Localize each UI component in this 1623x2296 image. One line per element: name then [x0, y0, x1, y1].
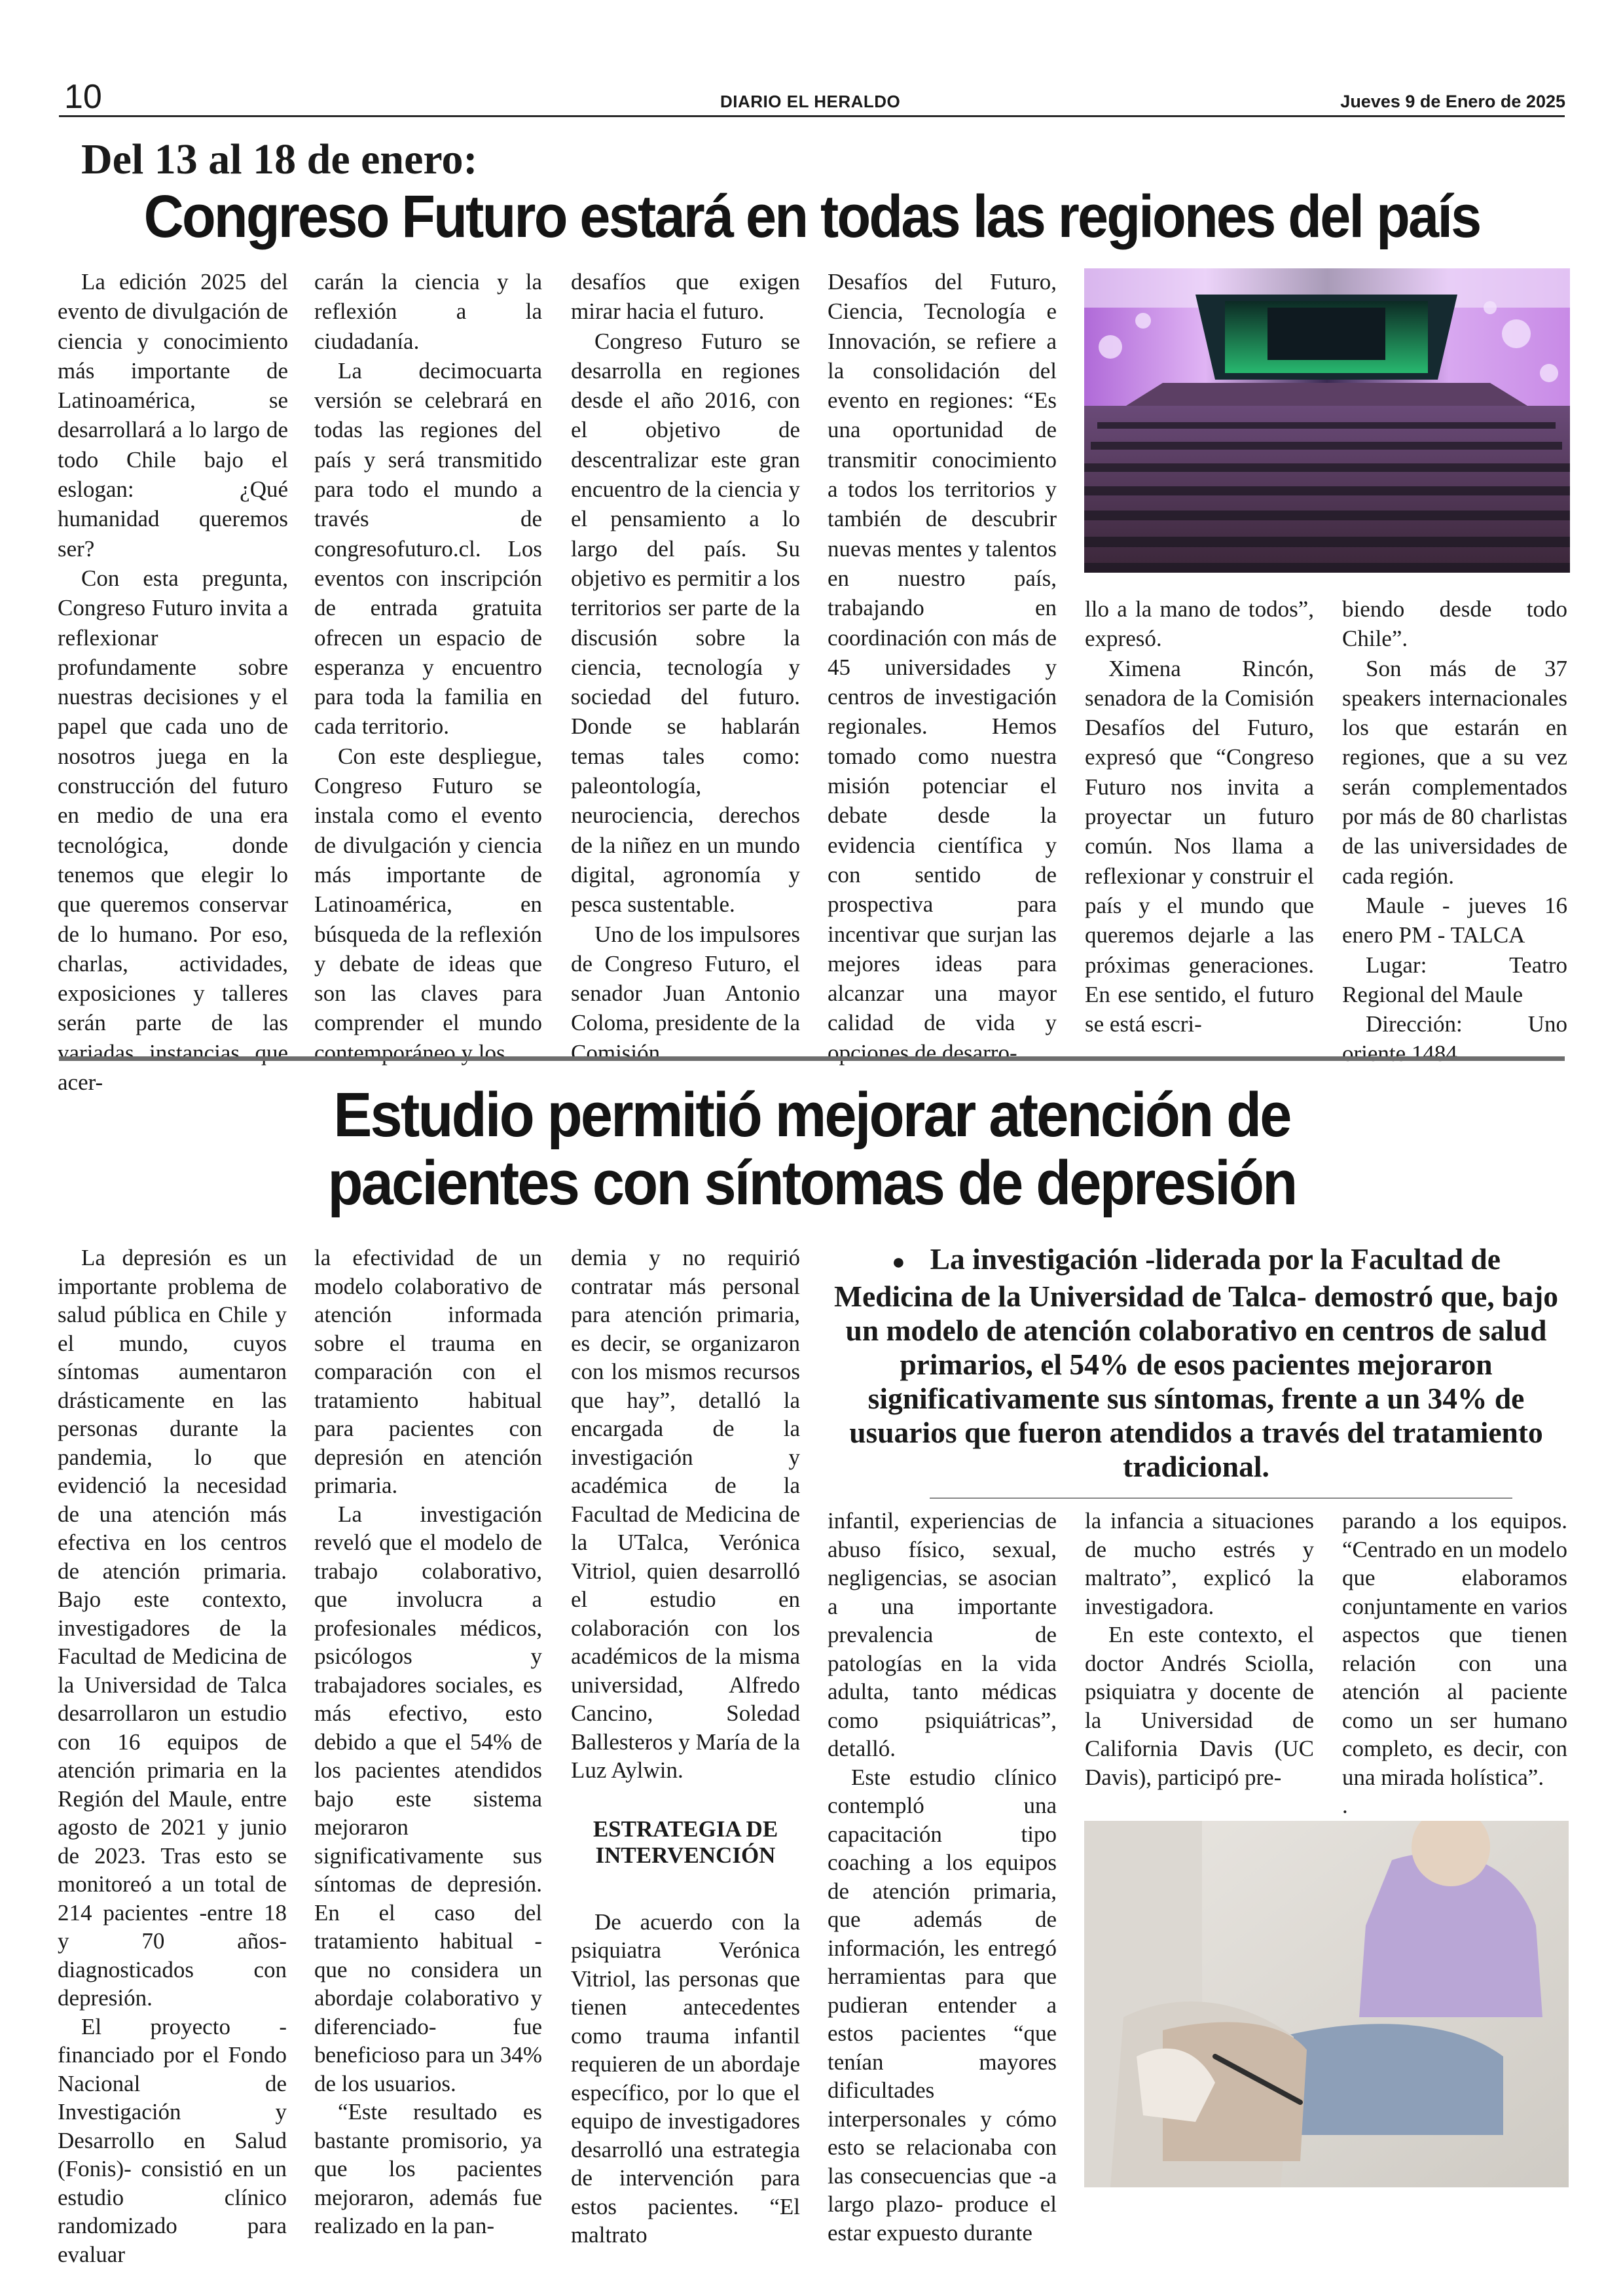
paragraph: Son más de 37 speakers internacionales los que estarán en regiones, que a su vez serán complementados por más de 80 charlistas de las universidades de cada región. [1342, 655, 1567, 889]
paragraph: carán la ciencia y la reflexión a la ciudadanía. [314, 269, 542, 354]
paragraph: La decimocuarta versión se celebrará en todas las regiones del país y será transmitido para todo el mundo a través de congresofuturo.cl. Los eventos con inscripción de entrada gratuita ofrecen un espacio de esperanza y encuentro para toda la familia en cada territorio. [314, 357, 542, 740]
article2-column-6 [1342, 1507, 1567, 1820]
article2-column-1 [58, 1244, 287, 2269]
article2-column-3 [571, 1244, 800, 2250]
article1-column-5 [1085, 594, 1314, 1039]
paragraph: la efectividad de un modelo colaborativo de atención informada sobre el trauma en comparación con el tratamiento habitual para pacientes con depresión en atención primaria. [314, 1245, 542, 1498]
article1-column-2 [314, 267, 542, 1067]
paragraph: Con este despliegue, Congreso Futuro se instala como el evento de divulgación y ciencia más importante de Latinoamérica, en búsqueda de la reflexión y debate de ideas que son las claves para comprender el mundo contemporáneo y los [314, 743, 542, 1066]
auditorium-image [1084, 268, 1570, 573]
section-subheading: ESTRATEGIA DE INTERVENCIÓN [593, 1816, 778, 1868]
paragraph: la infancia a situaciones de mucho estrés y maltrato”, explicó la investigadora. [1085, 1508, 1314, 1619]
paragraph: parando a los equipos. “Centrado en un modelo que elaboramos conjuntamente en varios aspectos que tienen relación con una atención al paciente como un ser humano completo, es decir, con una mirada holística”. [1342, 1508, 1567, 1790]
article1-kicker: Del 13 al 18 de enero: [81, 135, 478, 183]
therapy-session-photo [1084, 1821, 1569, 2187]
paragraph: La investigación reveló que el modelo de trabajo colaborativo, que involucra a profesionales médicos, psicólogos y trabajadores sociales, es más efectivo, esto debido a que el 54% de los pacientes atendidos bajo este sistema mejoraron significativamente sus síntomas de depresión. En el caso del tratamiento habitual -que no considera un abordaje colaborativo y diferenciado- fue beneficioso para un 34% de los usuarios. [314, 1501, 542, 2096]
article1-column-4 [828, 267, 1057, 1067]
headline-line-2: pacientes con síntomas de depresión [327, 1148, 1296, 1218]
paragraph: . [1342, 1793, 1348, 1818]
publication-date: Jueves 9 de Enero de 2025 [1340, 92, 1565, 111]
article1-headline: Congreso Futuro estará en todas las regiones del país [143, 183, 1480, 250]
highlight-divider [930, 1498, 1512, 1499]
therapy-image [1084, 1821, 1569, 2187]
paragraph: llo a la mano de todos”, expresó. [1085, 596, 1314, 652]
article2-column-4 [828, 1507, 1057, 2247]
article2-column-2 [314, 1244, 542, 2240]
page-number: 10 [64, 78, 102, 116]
headline-line-1: Estudio permitió mejorar atención de [333, 1080, 1290, 1150]
paragraph: demia y no requirió contratar más personal para atención primaria, es decir, se organizaron con los mismos recursos que hay”, detalló la encargada de la investigación y académica de la Facultad de Medicina de la UTalca, Verónica Vitriol, quien desarrolló el estudio en colaboración con los académicos de la misma universidad, Alfredo Cancino, Soledad Ballesteros y María de la Luz Aylwin. [571, 1245, 800, 1783]
paragraph: De acuerdo con la psiquiatra Verónica Vitriol, las personas que tienen antecedentes como trauma infantil requieren de un abordaje específico, por lo que el equipo de investigadores desarrolló una estrategia de intervención para estos pacientes. “El maltrato [571, 1909, 800, 2248]
paragraph: En este contexto, el doctor Andrés Sciolla, psiquiatra y docente de la Universidad de California Davis (UC Davis), participó pre- [1085, 1622, 1314, 1790]
bullet-icon: ● [892, 1249, 905, 1274]
event-address: Dirección: Uno oriente 1484 [1342, 1011, 1567, 1067]
paragraph: El proyecto - financiado por el Fondo Nacional de Investigación y Desarrollo en Salud (Fonis)- consistió en un estudio clínico randomizado para evaluar [58, 2013, 287, 2267]
paragraph: Este estudio clínico contempló una capacitación tipo coaching a los equipos de atención primaria, que además de información, les entregó herramientas para que pudieran entender a estos pacientes “que tenían mayores dificultades interpersonales y cómo esto se relacionaba con las consecuencias que -a largo plazo- produce el estar expuesto durante [828, 1764, 1057, 2246]
paragraph: Desafíos del Futuro, Ciencia, Tecnología e Innovación, se refiere a la consolidación del evento en regiones: “Es una oportunidad de transmitir conocimiento a todos los territorios y también de descubrir nuevas mentes y talentos en nuestro país, trabajando en coordinación con más de 45 universidades y centros de investigación regionales. Hemos tomado como nuestra misión potenciar el debate desde la evidencia científica y con sentido de prospectiva para incentivar que surjan las mejores ideas para alcanzar una mayor calidad de vida y opciones de desarro- [828, 269, 1057, 1066]
highlight-text: La investigación -liderada por la Facultad de Medicina de la Universidad de Talca- demostró que, bajo un modelo de atención colaborativo en centros de salud primarios, el 54% de esos pacientes mejoraron significativamente sus síntomas, frente a un 34% de usuarios que fueron atendidos a través del tratamiento tradicional. [834, 1242, 1558, 1483]
section-divider [59, 1056, 1565, 1061]
paragraph: “Este resultado es bastante promisorio, ya que los pacientes mejoraron, además fue realizado en la pan- [314, 2099, 542, 2238]
newspaper-name: DIARIO EL HERALDO [720, 92, 901, 111]
header-divider [59, 115, 1565, 117]
paragraph: Congreso Futuro se desarrolla en regiones desde el año 2016, con el objetivo de descentralizar este gran encuentro de la ciencia y el pensamiento a lo largo del país. Su objetivo es permitir a los territorios ser parte de la discusión sobre la ciencia, tecnología y sociedad del futuro. Donde se hablarán temas tales como: paleontología, neurociencia, derechos de la niñez en un mundo digital, agronomía y pesca sustentable. [571, 328, 800, 918]
paragraph: desafíos que exigen mirar hacia el futuro. [571, 269, 800, 325]
article2-column-5 [1085, 1507, 1314, 1791]
paragraph: La edición 2025 del evento de divulgación de ciencia y conocimiento más importante de Latinoamérica, se desarrollará a lo largo de todo Chile bajo el eslogan: ¿Qué humanidad queremos ser? [58, 269, 288, 562]
article2-highlight [831, 1242, 1561, 1484]
paragraph: Ximena Rincón, senadora de la Comisión Desafíos del Futuro, expresó que “Congreso Futuro nos invita a proyectar un futuro común. Nos llama a reflexionar y construir el país y el mundo que queremos dejarle a las próximas generaciones. En ese sentido, el futuro se está escri- [1085, 655, 1314, 1037]
article1-column-6 [1342, 594, 1567, 1069]
paragraph: infantil, experiencias de abuso físico, sexual, negligencias, se asocian a una importante prevalencia de patologías en la vida adulta, tanto médicas como psiquiátricas”, detalló. [828, 1508, 1057, 1761]
event-date: Maule - jueves 16 enero PM - TALCA [1342, 892, 1567, 948]
event-venue: Lugar: Teatro Regional del Maule [1342, 952, 1567, 1007]
article1-column-3 [571, 267, 800, 1067]
article1-column-1 [58, 267, 288, 1097]
congress-auditorium-photo [1084, 268, 1570, 573]
paragraph: Con esta pregunta, Congreso Futuro invita a reflexionar profundamente sobre nuestras decisiones y el papel que cada uno de nosotros juega en la construcción del futuro en medio de una era tecnológica, donde tenemos que elegir lo que queremos conservar de lo humano. Por eso, charlas, actividades, exposiciones y talleres serán parte de las variadas instancias que acer- [58, 565, 288, 1096]
paragraph: La depresión es un importante problema de salud pública en Chile y el mundo, cuyos síntomas aumentaron drásticamente en las personas durante la pandemia, lo que evidenció la necesidad de una atención más efectiva en los centros de atención primaria. Bajo este contexto, investigadores de la Facultad de Medicina de la Universidad de Talca desarrollaron un estudio con 16 equipos de atención primaria en la Región del Maule, entre agosto de 2021 y junio de 2023. Tras esto se monitoreó a un total de 214 pacientes -entre 18 y 70 años- diagnosticados con depresión. [58, 1245, 287, 2011]
paragraph: biendo desde todo Chile”. [1342, 596, 1567, 652]
article2-headline [246, 1081, 1378, 1217]
paragraph: Uno de los impulsores de Congreso Futuro, el senador Juan Antonio Coloma, presidente de la Comisión [571, 921, 801, 1066]
